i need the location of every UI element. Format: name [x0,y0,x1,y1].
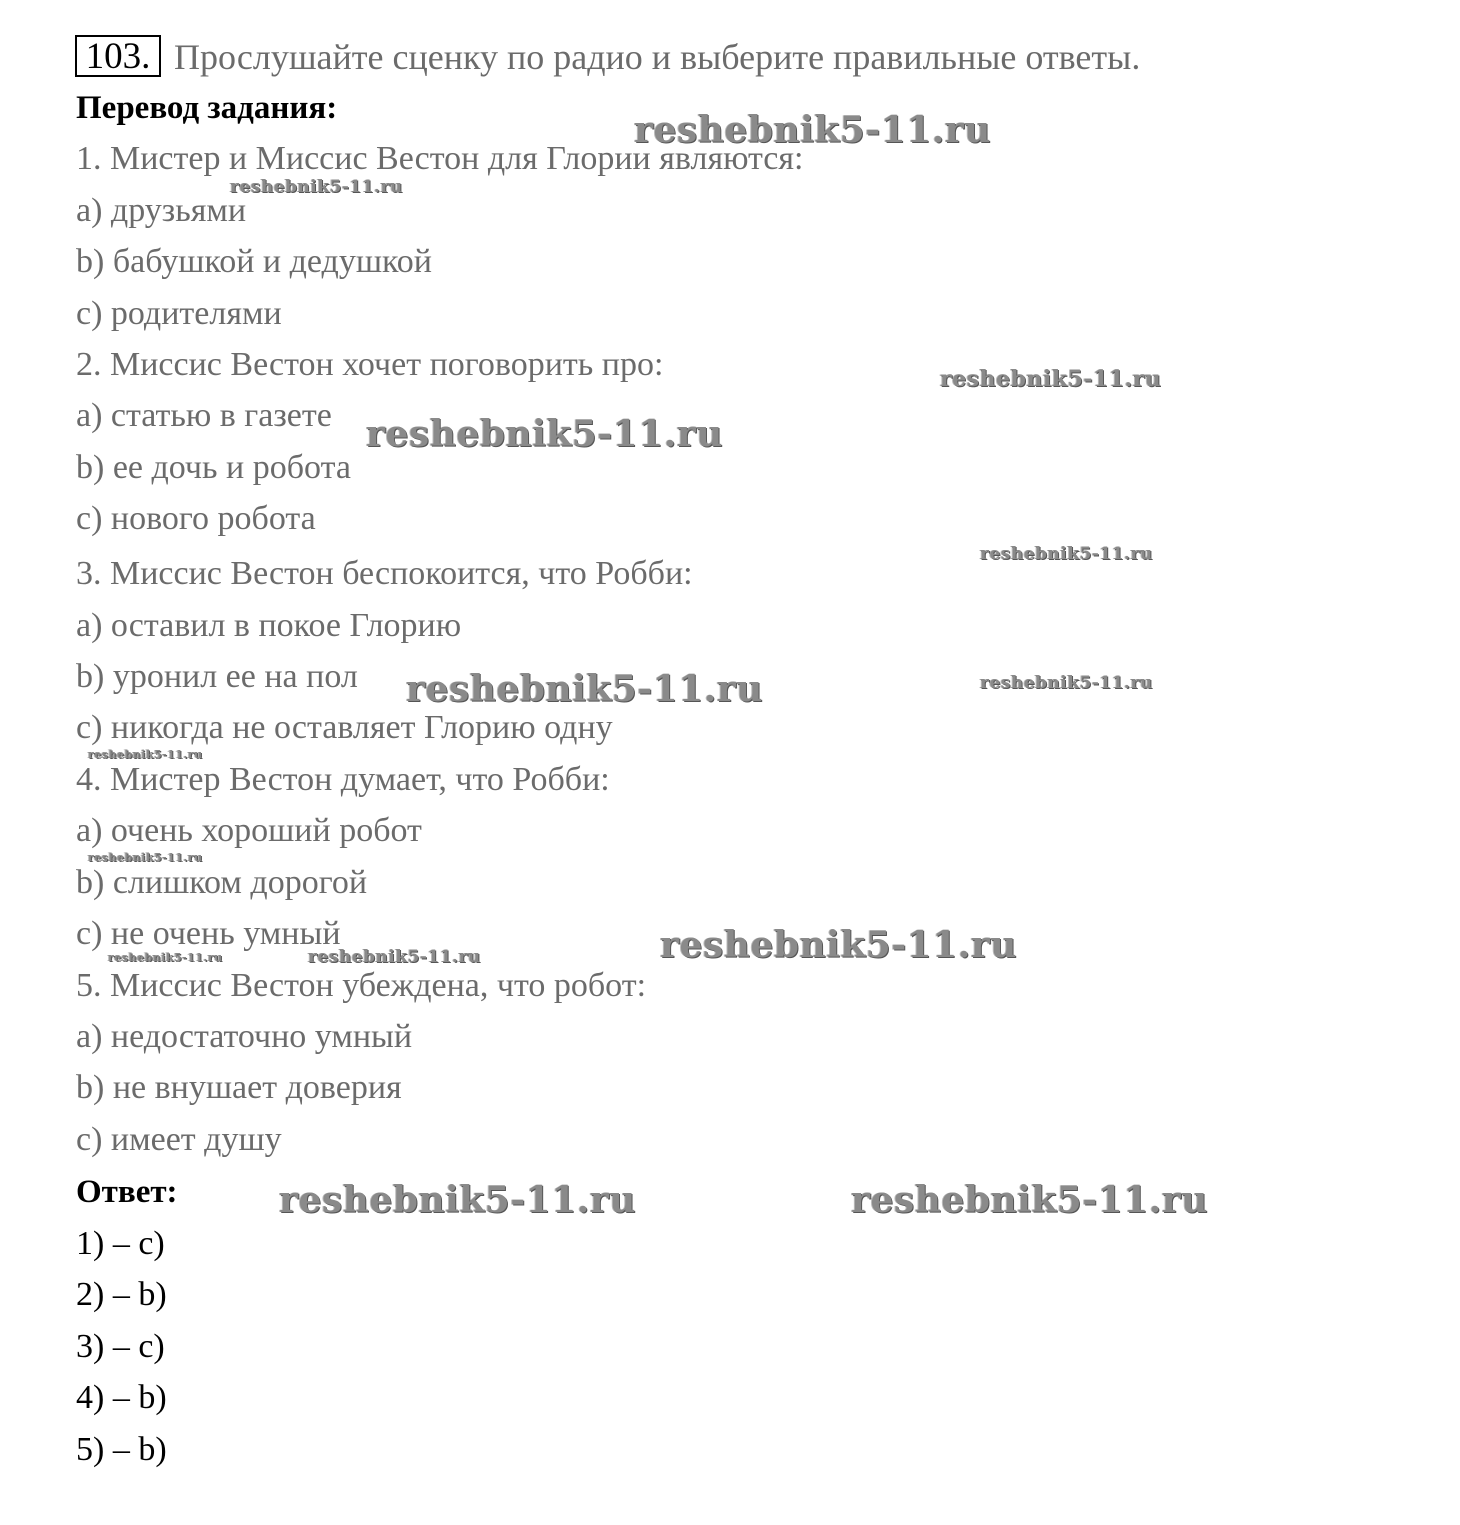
task-instruction: Прослушайте сценку по радио и выберите правильные ответы. [174,37,1141,77]
question-3: 3. Миссис Вестон беспокоится, что Робби: [76,555,693,592]
option-1b: b) бабушкой и дедушкой [76,243,432,280]
watermark: reshebnik5-11.ru [279,1179,636,1221]
watermark: reshebnik5-11.ru [940,366,1162,392]
option-3a: a) оставил в покое Глорию [76,607,462,644]
answer-5: 5) – b) [76,1431,167,1468]
answer-2: 2) – b) [76,1276,167,1313]
question-1: 1. Мистер и Миссис Вестон для Глории являются: [76,140,804,177]
option-1a: a) друзьями [76,192,247,229]
option-5b: b) не внушает доверия [76,1069,402,1106]
answer-4: 4) – b) [76,1379,167,1416]
question-2: 2. Миссис Вестон хочет поговорить про: [76,346,664,383]
watermark: reshebnik5-11.ru [108,951,223,964]
watermark: reshebnik5-11.ru [851,1179,1208,1221]
option-2c: c) нового робота [76,500,316,537]
watermark: reshebnik5-11.ru [660,924,1017,966]
watermark: reshebnik5-11.ru [308,947,481,967]
answer-heading: Ответ: [76,1174,178,1210]
question-5: 5. Миссис Вестон убеждена, что робот: [76,967,647,1004]
watermark: reshebnik5-11.ru [406,668,763,710]
answer-3: 3) – c) [76,1328,165,1365]
watermark: reshebnik5-11.ru [366,413,723,455]
watermark: reshebnik5-11.ru [88,851,203,864]
option-2a: a) статью в газете [76,397,332,434]
option-3b: b) уронил ее на пол [76,658,358,695]
option-4c: c) не очень умный [76,915,341,952]
watermark: reshebnik5-11.ru [634,109,991,151]
option-5c: c) имеет душу [76,1121,282,1158]
option-5a: a) недостаточно умный [76,1018,413,1055]
option-3c: c) никогда не оставляет Глорию одну [76,709,613,746]
option-2b: b) ее дочь и робота [76,449,351,486]
answer-1: 1) – c) [76,1225,165,1262]
translation-heading: Перевод задания: [76,90,338,126]
watermark: reshebnik5-11.ru [88,748,203,761]
option-4b: b) слишком дорогой [76,864,368,901]
task-number: 103. [75,35,161,77]
watermark: reshebnik5-11.ru [980,544,1153,564]
question-4: 4. Мистер Вестон думает, что Робби: [76,761,610,798]
watermark: reshebnik5-11.ru [980,673,1153,693]
option-1c: c) родителями [76,295,282,332]
option-4a: a) очень хороший робот [76,812,422,849]
watermark: reshebnik5-11.ru [230,177,403,197]
